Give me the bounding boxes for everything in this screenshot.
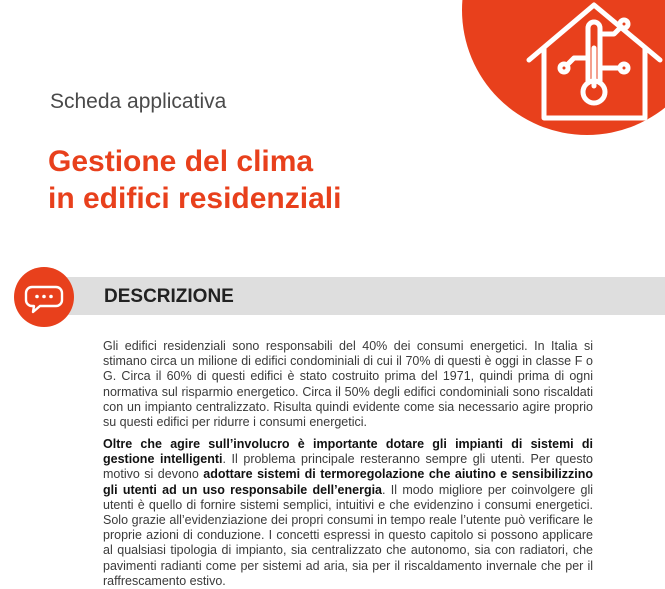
- document-subtitle: Scheda applicativa: [50, 90, 227, 113]
- paragraph-2-text-1: . Il problema principale resteranno sempre gli utenti. Per questo motivo si devono: [103, 452, 594, 482]
- description-paragraph-2: [103, 437, 593, 589]
- title-line-2: in edifici residenziali: [48, 182, 342, 215]
- paragraph-2-text-2: . Il modo migliore per coinvolgere gli utenti è quello di fornire sistemi semplici, intuitivi e che evidenzino i consumi energetici. Solo grazie all’evidenziazione dei propri consumi in tempo reale l’utente può verificare le proprie azioni di conduzione. I concetti espressi in questo capitolo si possono applicare al qualsiasi tipologia di impianto, sia centralizzato che autonomo, sia con radiatori, che pavimenti radianti come per sistemi ad aria, sia per il riscaldamento invernale che per il raffrescamento estivo.: [103, 482, 594, 588]
- paragraph-2-bold-1: Oltre che agire sull’involucro è importante dotare gli impianti di sistemi di gestione intelligenti: [103, 437, 593, 467]
- paragraph-2-bold-2: adottare sistemi di termoregolazione che aiutino e sensibilizzino gli utenti ad un uso responsabile dell’energia: [103, 467, 593, 497]
- title-line-1: Gestione del clima: [48, 145, 314, 178]
- description-paragraph-1: Gli edifici residenziali sono responsabili del 40% dei consumi energetici. In Italia si stimano circa un milione di edifici condominiali di cui il 70% di questi è oggi in classe F o G. Circa il 60% di questi edifici è stato costruito prima del 1971, quindi prima di ogni normativa sul risparmio energetico. Circa il 50% degli edifici condominiali sono riscaldati con un impianto centralizzato. Risulta quindi evidente come sia necessario agire proprio su questi edifici per ridurre i consumi energetici.: [103, 339, 593, 430]
- document-title: [48, 143, 341, 217]
- smart-home-thermometer-icon: [524, 0, 665, 125]
- chat-bubble-icon: [14, 267, 74, 327]
- section-heading: DESCRIZIONE: [104, 286, 234, 307]
